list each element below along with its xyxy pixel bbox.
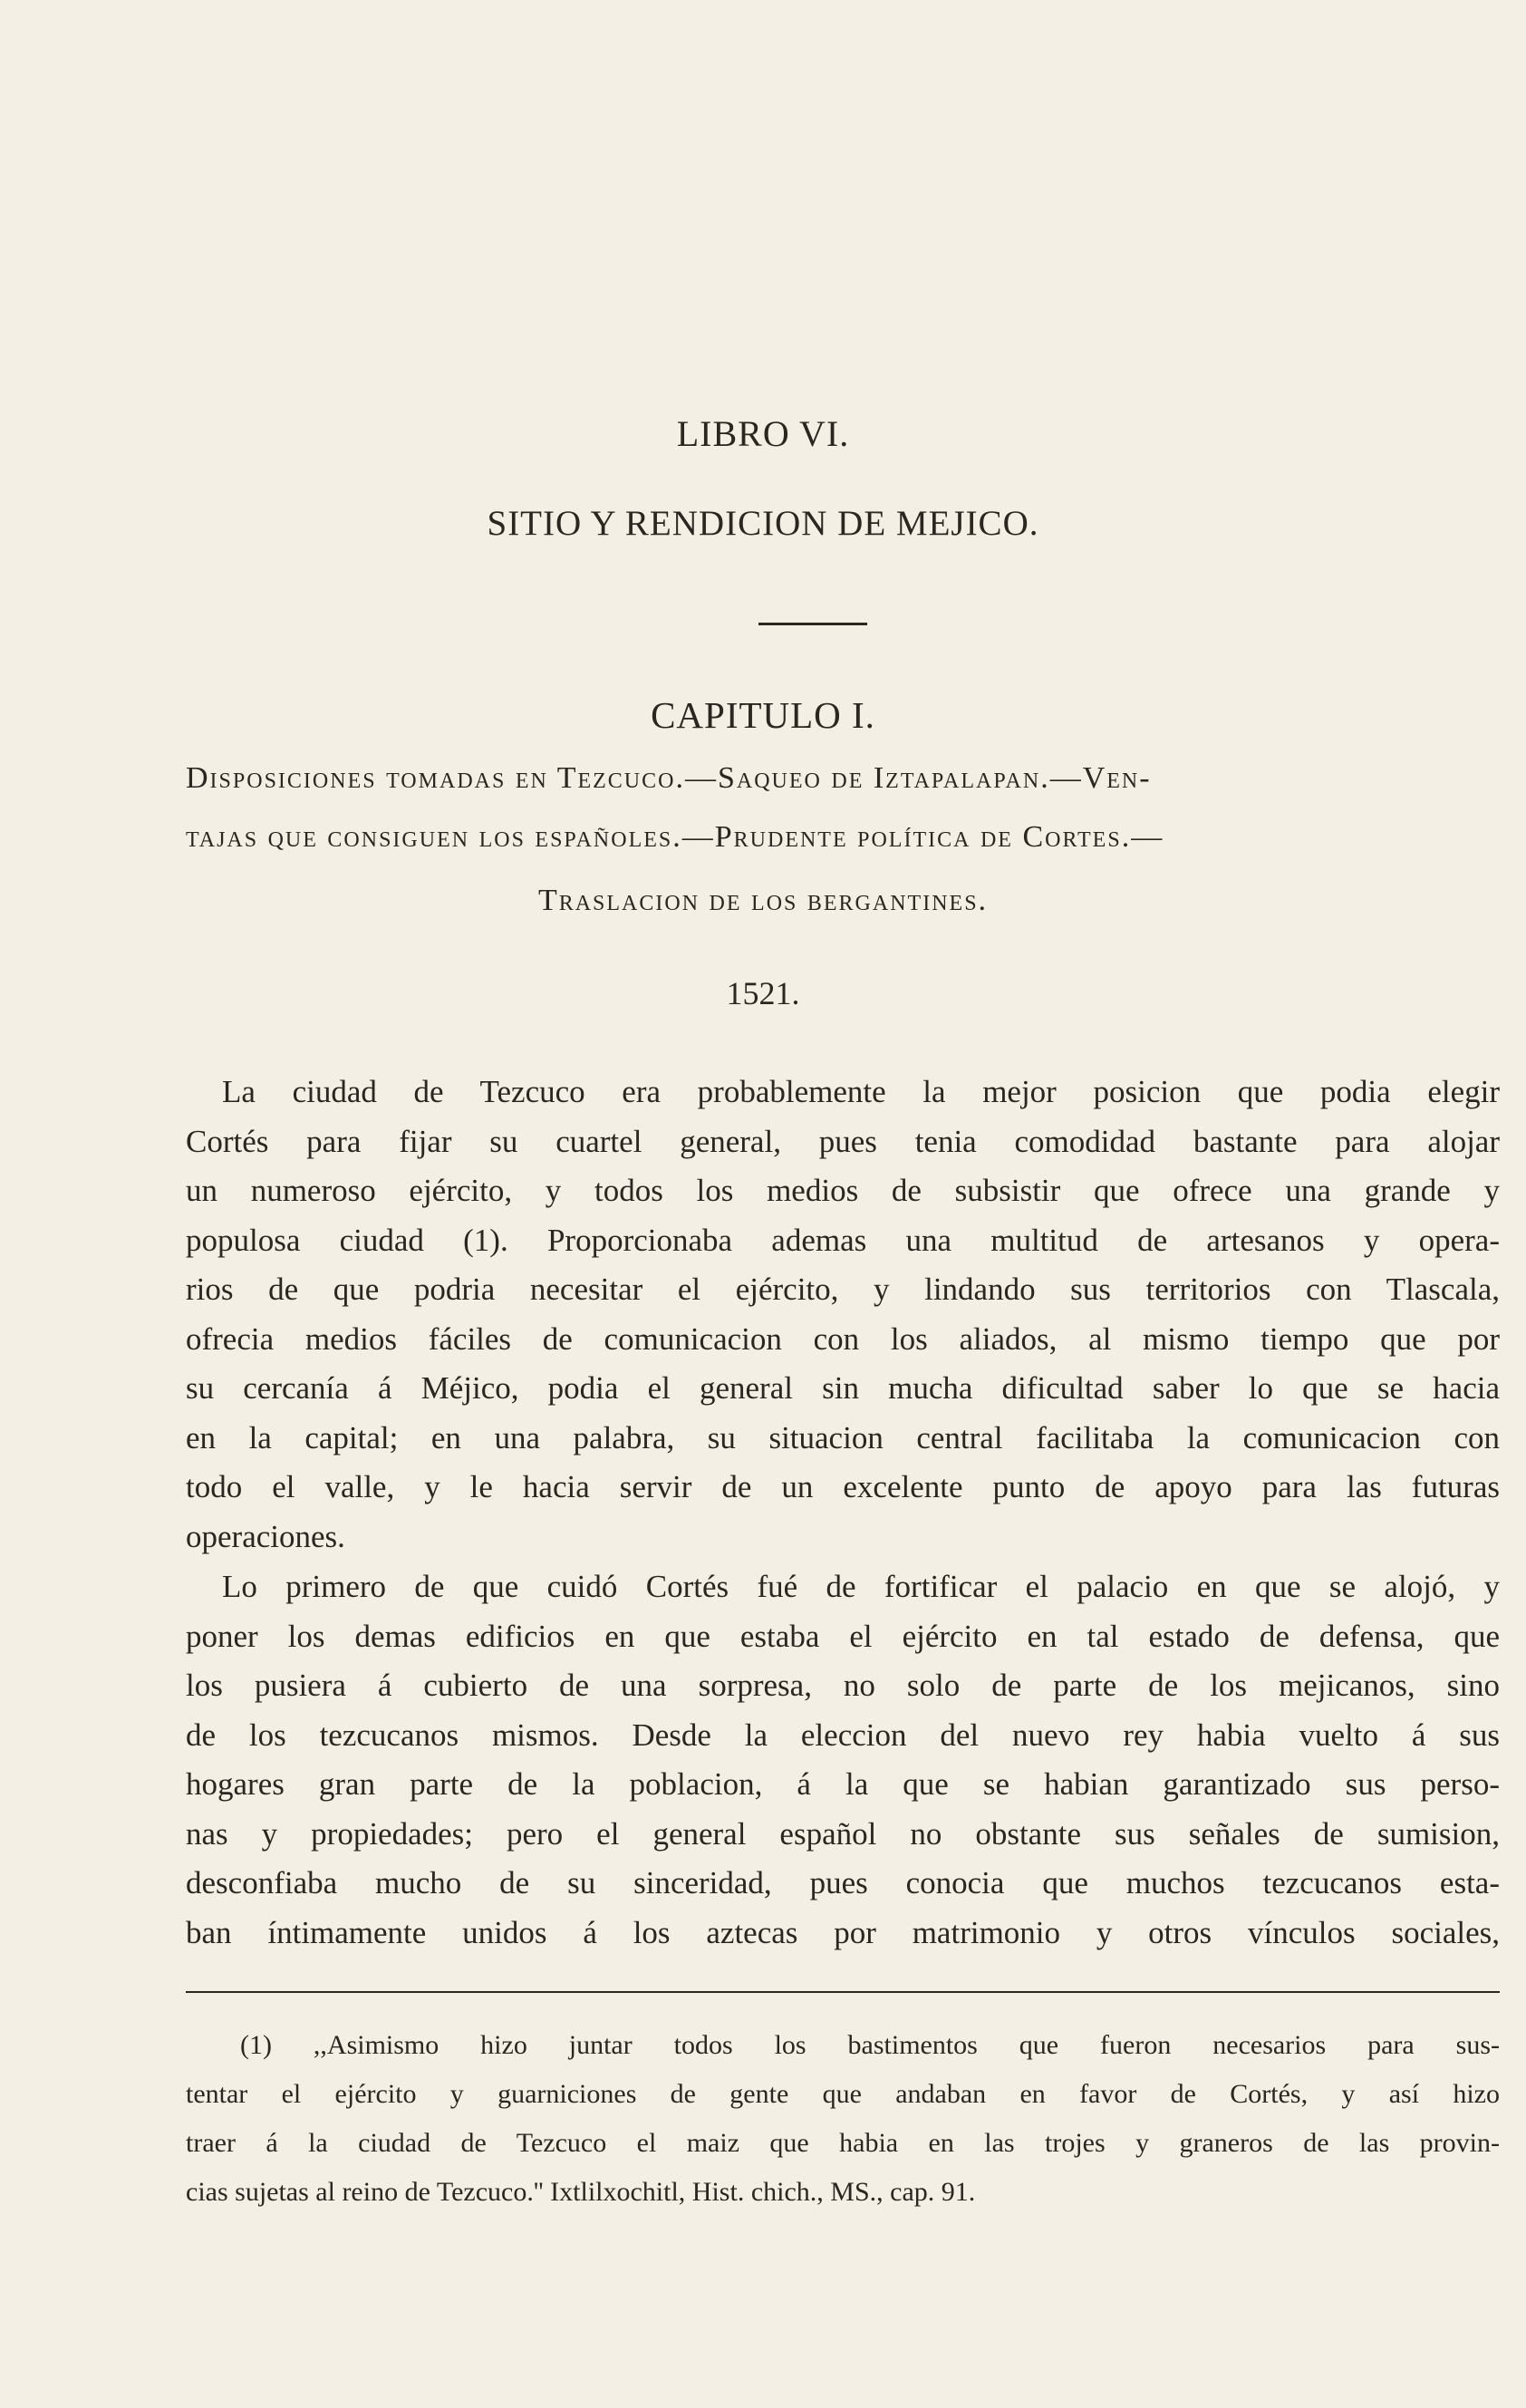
title-divider [758, 623, 867, 625]
body-paragraph [186, 1562, 1500, 1958]
text-line: los pusiera á cubierto de una sorpresa, no solo de parte de los mejicanos, sino [186, 1668, 1500, 1703]
book-subtitle: SITIO Y RENDICION DE MEJICO. [487, 504, 1039, 543]
body-paragraph [186, 1068, 1500, 1562]
footnote-line: (1) ,,Asimismo hizo juntar todos los bastimentos que fueron necesarios para sus- [240, 2030, 1500, 2060]
text-line: su cercanía á Méjico, podia el general sin mucha dificultad saber lo que se hacia [186, 1370, 1500, 1406]
text-line: populosa ciudad (1). Proporcionaba ademas una multitud de artesanos y opera- [186, 1222, 1500, 1258]
text-line: nas y propiedades; pero el general español no obstante sus señales de sumision, [186, 1815, 1500, 1852]
text-line: hogares gran parte de la poblacion, á la que se habian garantizado sus perso- [186, 1766, 1500, 1802]
chapter-year: 1521. [726, 975, 800, 1011]
text-line: en la capital; en una palabra, su situacion central facilitaba la comunicacion con [186, 1419, 1500, 1455]
text-line: un numeroso ejército, y todos los medios de subsistir que ofrece una grande y [186, 1173, 1500, 1208]
chapter-title: CAPITULO I. [651, 694, 875, 736]
footnote-line: traer á la ciudad de Tezcuco el maiz que habia en las trojes y graneros de las provin- [186, 2128, 1500, 2158]
text-line: poner los demas edificios en que estaba el ejército en tal estado de defensa, que [186, 1618, 1500, 1654]
footnote-divider [186, 1991, 1500, 1993]
chapter-summary-line: Traslacion de los bergantines. [537, 884, 989, 917]
text-line: de los tezcucanos mismos. Desde la eleccion del nuevo rey habia vuelto á sus [186, 1717, 1500, 1753]
chapter-summary-line: Disposiciones tomadas en Tezcuco.—Saqueo de Iztapalapan.—Ven- [186, 761, 1152, 795]
text-line: ofrecia medios fáciles de comunicacion con los aliados, al mismo tiempo que por [186, 1320, 1500, 1357]
footnote-line: tentar el ejército y guarniciones de gente que andaban en favor de Cortés, y así hizo [186, 2079, 1500, 2109]
book-title: LIBRO VI. [676, 413, 850, 454]
footnote-line: cias sujetas al reino de Tezcuco.'' Ixtlilxochitl, Hist. chich., MS., cap. 91. [186, 2177, 976, 2207]
text-line: ban íntimamente unidos á los aztecas por matrimonio y otros vínculos sociales, [186, 1914, 1500, 1950]
text-line: Lo primero de que cuidó Cortés fué de fortificar el palacio en que se alojó, y [222, 1569, 1500, 1604]
text-line: operaciones. [186, 1518, 345, 1554]
text-line: desconfiaba mucho de su sinceridad, pues conocia que muchos tezcucanos esta- [186, 1865, 1500, 1900]
text-line: todo el valle, y le hacia servir de un excelente punto de apoyo para las futuras [186, 1469, 1500, 1504]
text-line: Cortés para fijar su cuartel general, pues tenia comodidad bastante para alojar [186, 1123, 1500, 1159]
text-line: La ciudad de Tezcuco era probablemente la mejor posicion que podia elegir [222, 1074, 1500, 1109]
chapter-summary-line: tajas que consiguen los españoles.—Prudente política de Cortes.— [186, 820, 1164, 854]
footnote [186, 2021, 1500, 2217]
text-line: rios de que podria necesitar el ejército, y lindando sus territorios con Tlascala, [186, 1272, 1500, 1307]
